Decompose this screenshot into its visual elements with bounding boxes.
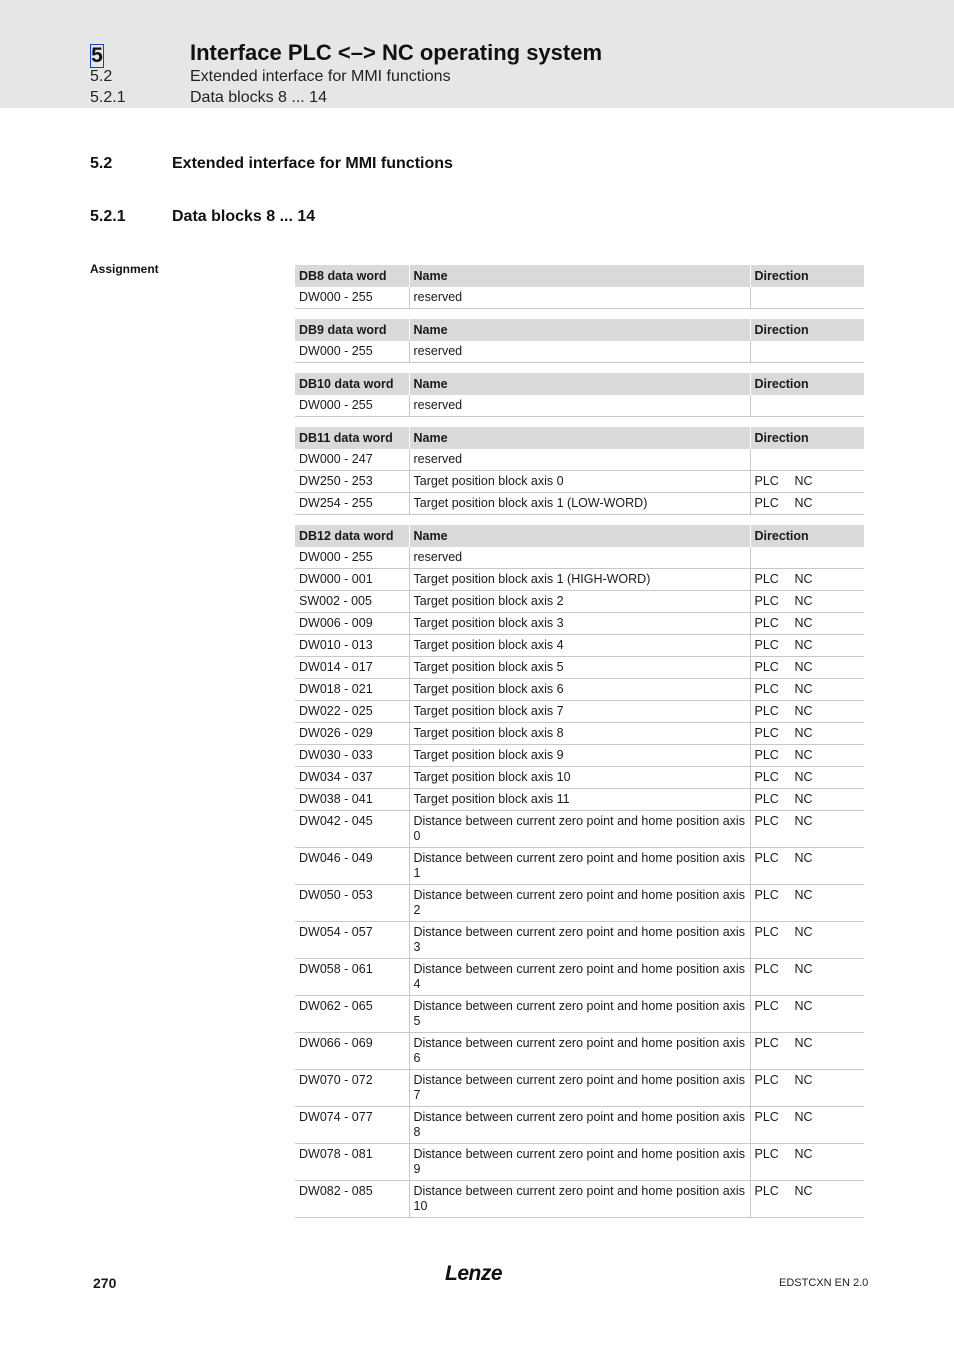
table-row <box>295 657 864 679</box>
table-row <box>295 341 864 363</box>
table-row <box>295 635 864 657</box>
direction-from: PLC <box>754 851 779 865</box>
direction-cell <box>750 1144 864 1181</box>
name-cell: Target position block axis 11 <box>409 789 750 811</box>
subsection-number: 5.2.1 <box>90 208 126 225</box>
document-id: EDSTCXN EN 2.0 <box>779 1277 869 1289</box>
direction-from: PLC <box>754 888 779 902</box>
table-row <box>295 811 864 848</box>
table-row <box>295 1144 864 1181</box>
direction-cell <box>750 1070 864 1107</box>
direction-to: NC <box>794 770 813 784</box>
direction-cell <box>750 341 864 363</box>
data-word-cell: DW000 - 255 <box>295 341 409 363</box>
direction-from: PLC <box>754 814 779 828</box>
data-word-cell: DW254 - 255 <box>295 493 409 515</box>
word-column-header: DB9 data word <box>295 319 409 341</box>
header-sub2-number: 5.2.1 <box>90 89 126 106</box>
data-word-cell: DW034 - 037 <box>295 767 409 789</box>
direction-to: NC <box>794 851 813 865</box>
db-table <box>295 319 864 363</box>
direction-cell <box>750 701 864 723</box>
data-word-cell: DW000 - 255 <box>295 395 409 417</box>
name-cell: Target position block axis 4 <box>409 635 750 657</box>
direction-to: NC <box>794 1036 813 1050</box>
chapter-title: Interface PLC <–> NC operating system <box>190 40 603 65</box>
direction-cell <box>750 1033 864 1070</box>
direction-cell <box>750 287 864 309</box>
direction-to: NC <box>794 925 813 939</box>
direction-cell <box>750 1181 864 1218</box>
direction-to: NC <box>794 1184 813 1198</box>
data-word-cell: DW042 - 045 <box>295 811 409 848</box>
lenze-logo: Lenze <box>445 1262 503 1285</box>
name-cell: Distance between current zero point and home position axis 3 <box>409 922 750 959</box>
direction-from: PLC <box>754 999 779 1013</box>
name-cell: Target position block axis 10 <box>409 767 750 789</box>
direction-column-header: Direction <box>750 427 864 449</box>
direction-from: PLC <box>754 1184 779 1198</box>
direction-cell <box>750 959 864 996</box>
name-cell: Target position block axis 1 (HIGH-WORD) <box>409 569 750 591</box>
direction-cell <box>750 493 864 515</box>
table-header-row <box>295 427 864 449</box>
table-row <box>295 449 864 471</box>
word-column-header: DB11 data word <box>295 427 409 449</box>
data-word-cell: DW054 - 057 <box>295 922 409 959</box>
name-cell: Distance between current zero point and home position axis 0 <box>409 811 750 848</box>
direction-from: PLC <box>754 682 779 696</box>
table-header-row <box>295 319 864 341</box>
direction-to: NC <box>794 1147 813 1161</box>
direction-cell <box>750 613 864 635</box>
assignment-label: Assignment <box>90 262 159 276</box>
name-cell: Distance between current zero point and home position axis 2 <box>409 885 750 922</box>
chapter-number-link[interactable]: 5 <box>91 44 103 67</box>
name-cell: Distance between current zero point and home position axis 6 <box>409 1033 750 1070</box>
direction-from: PLC <box>754 925 779 939</box>
name-cell: Target position block axis 9 <box>409 745 750 767</box>
db-table <box>295 373 864 417</box>
table-row <box>295 613 864 635</box>
db-table <box>295 427 864 515</box>
data-word-cell: DW026 - 029 <box>295 723 409 745</box>
direction-cell <box>750 591 864 613</box>
name-cell: Distance between current zero point and home position axis 7 <box>409 1070 750 1107</box>
name-cell: Target position block axis 7 <box>409 701 750 723</box>
name-cell: Distance between current zero point and home position axis 4 <box>409 959 750 996</box>
word-column-header: DB8 data word <box>295 265 409 287</box>
page-number: 270 <box>93 1275 117 1291</box>
table-row <box>295 996 864 1033</box>
table-row <box>295 1107 864 1144</box>
data-word-cell: DW058 - 061 <box>295 959 409 996</box>
name-column-header: Name <box>409 319 750 341</box>
direction-from: PLC <box>754 1036 779 1050</box>
direction-from: PLC <box>754 474 779 488</box>
direction-to: NC <box>794 1110 813 1124</box>
data-word-cell: DW006 - 009 <box>295 613 409 635</box>
data-word-cell: DW018 - 021 <box>295 679 409 701</box>
direction-cell <box>750 767 864 789</box>
name-column-header: Name <box>409 427 750 449</box>
data-word-cell: DW000 - 001 <box>295 569 409 591</box>
name-column-header: Name <box>409 265 750 287</box>
data-word-cell: DW014 - 017 <box>295 657 409 679</box>
name-cell: Target position block axis 3 <box>409 613 750 635</box>
direction-from: PLC <box>754 638 779 652</box>
direction-to: NC <box>794 726 813 740</box>
name-cell: reserved <box>409 395 750 417</box>
name-cell: Target position block axis 1 (LOW-WORD) <box>409 493 750 515</box>
direction-cell <box>750 848 864 885</box>
direction-from: PLC <box>754 726 779 740</box>
db-table <box>295 525 864 1218</box>
header-sub1-number: 5.2 <box>90 68 113 85</box>
data-word-cell: DW000 - 247 <box>295 449 409 471</box>
direction-cell <box>750 811 864 848</box>
direction-from: PLC <box>754 496 779 510</box>
data-word-cell: DW070 - 072 <box>295 1070 409 1107</box>
direction-to: NC <box>794 962 813 976</box>
table-row <box>295 922 864 959</box>
data-word-cell: DW000 - 255 <box>295 287 409 309</box>
direction-from: PLC <box>754 792 779 806</box>
table-row <box>295 885 864 922</box>
direction-column-header: Direction <box>750 319 864 341</box>
direction-cell <box>750 569 864 591</box>
direction-from: PLC <box>754 1073 779 1087</box>
word-column-header: DB12 data word <box>295 525 409 547</box>
direction-to: NC <box>794 660 813 674</box>
direction-cell <box>750 789 864 811</box>
table-row <box>295 848 864 885</box>
table-row <box>295 1070 864 1107</box>
direction-to: NC <box>794 474 813 488</box>
table-header-row <box>295 373 864 395</box>
direction-cell <box>750 635 864 657</box>
header-sub1-title: Extended interface for MMI functions <box>190 68 451 85</box>
name-cell: Distance between current zero point and home position axis 8 <box>409 1107 750 1144</box>
direction-from: PLC <box>754 748 779 762</box>
header-sub2-title: Data blocks 8 ... 14 <box>190 89 327 106</box>
name-cell: reserved <box>409 287 750 309</box>
direction-cell <box>750 1107 864 1144</box>
table-row <box>295 569 864 591</box>
data-word-cell: DW082 - 085 <box>295 1181 409 1218</box>
data-word-cell: DW062 - 065 <box>295 996 409 1033</box>
table-row <box>295 959 864 996</box>
subsection-title: Data blocks 8 ... 14 <box>172 208 316 225</box>
direction-to: NC <box>794 999 813 1013</box>
name-cell: reserved <box>409 547 750 569</box>
direction-cell <box>750 657 864 679</box>
direction-cell <box>750 679 864 701</box>
name-cell: Target position block axis 5 <box>409 657 750 679</box>
direction-from: PLC <box>754 1110 779 1124</box>
section-title: Extended interface for MMI functions <box>172 155 453 172</box>
db-table <box>295 265 864 309</box>
table-row <box>295 471 864 493</box>
table-row <box>295 1181 864 1218</box>
direction-cell <box>750 547 864 569</box>
direction-to: NC <box>794 814 813 828</box>
data-word-cell: DW000 - 255 <box>295 547 409 569</box>
table-row <box>295 493 864 515</box>
table-row <box>295 1033 864 1070</box>
data-word-cell: DW038 - 041 <box>295 789 409 811</box>
table-row <box>295 591 864 613</box>
direction-cell <box>750 885 864 922</box>
name-cell: Distance between current zero point and home position axis 10 <box>409 1181 750 1218</box>
direction-cell <box>750 723 864 745</box>
direction-cell <box>750 745 864 767</box>
direction-from: PLC <box>754 616 779 630</box>
direction-to: NC <box>794 682 813 696</box>
name-column-header: Name <box>409 373 750 395</box>
direction-from: PLC <box>754 572 779 586</box>
name-cell: Target position block axis 2 <box>409 591 750 613</box>
direction-to: NC <box>794 748 813 762</box>
name-cell: Distance between current zero point and home position axis 5 <box>409 996 750 1033</box>
name-cell: reserved <box>409 449 750 471</box>
direction-to: NC <box>794 638 813 652</box>
direction-from: PLC <box>754 704 779 718</box>
data-word-cell: DW074 - 077 <box>295 1107 409 1144</box>
direction-to: NC <box>794 616 813 630</box>
data-word-cell: DW066 - 069 <box>295 1033 409 1070</box>
direction-to: NC <box>794 1073 813 1087</box>
direction-cell <box>750 996 864 1033</box>
data-block-tables <box>295 265 864 1228</box>
direction-cell <box>750 471 864 493</box>
table-row <box>295 701 864 723</box>
data-word-cell: DW046 - 049 <box>295 848 409 885</box>
table-row <box>295 789 864 811</box>
direction-from: PLC <box>754 962 779 976</box>
direction-to: NC <box>794 888 813 902</box>
direction-from: PLC <box>754 770 779 784</box>
direction-to: NC <box>794 704 813 718</box>
table-row <box>295 679 864 701</box>
data-word-cell: DW050 - 053 <box>295 885 409 922</box>
name-cell: Target position block axis 6 <box>409 679 750 701</box>
table-row <box>295 395 864 417</box>
direction-cell <box>750 922 864 959</box>
direction-cell <box>750 395 864 417</box>
data-word-cell: DW250 - 253 <box>295 471 409 493</box>
table-header-row <box>295 525 864 547</box>
name-cell: reserved <box>409 341 750 363</box>
direction-from: PLC <box>754 660 779 674</box>
direction-from: PLC <box>754 594 779 608</box>
table-row <box>295 547 864 569</box>
direction-column-header: Direction <box>750 525 864 547</box>
name-cell: Distance between current zero point and home position axis 9 <box>409 1144 750 1181</box>
name-column-header: Name <box>409 525 750 547</box>
table-row <box>295 767 864 789</box>
name-cell: Distance between current zero point and home position axis 1 <box>409 848 750 885</box>
name-cell: Target position block axis 0 <box>409 471 750 493</box>
table-row <box>295 745 864 767</box>
section-number: 5.2 <box>90 155 113 172</box>
direction-from: PLC <box>754 1147 779 1161</box>
data-word-cell: SW002 - 005 <box>295 591 409 613</box>
data-word-cell: DW022 - 025 <box>295 701 409 723</box>
direction-cell <box>750 449 864 471</box>
table-row <box>295 287 864 309</box>
direction-to: NC <box>794 594 813 608</box>
table-row <box>295 723 864 745</box>
data-word-cell: DW010 - 013 <box>295 635 409 657</box>
direction-to: NC <box>794 496 813 510</box>
word-column-header: DB10 data word <box>295 373 409 395</box>
direction-to: NC <box>794 572 813 586</box>
direction-column-header: Direction <box>750 265 864 287</box>
direction-to: NC <box>794 792 813 806</box>
data-word-cell: DW030 - 033 <box>295 745 409 767</box>
direction-column-header: Direction <box>750 373 864 395</box>
table-header-row <box>295 265 864 287</box>
name-cell: Target position block axis 8 <box>409 723 750 745</box>
data-word-cell: DW078 - 081 <box>295 1144 409 1181</box>
